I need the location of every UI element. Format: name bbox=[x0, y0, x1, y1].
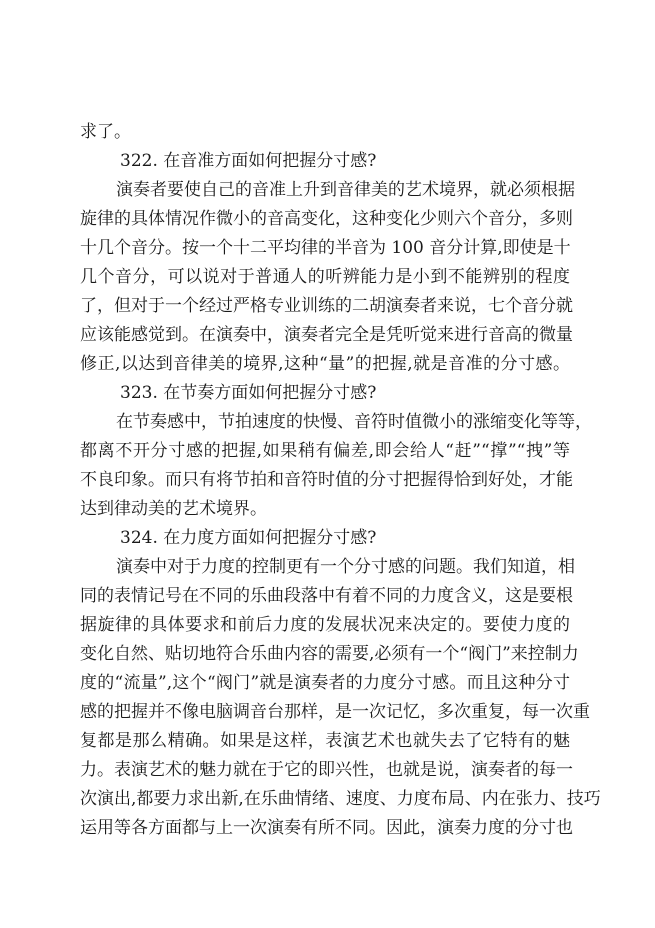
paragraph-line: 力。表演艺术的魅力就在于它的即兴性，也就是说，演奏者的每一 bbox=[80, 760, 573, 780]
section-heading-323: 323. 在节奏方面如何把握分寸感? bbox=[120, 383, 377, 403]
paragraph-line: 几个音分，可以说对于普通人的听辨能力是小到不能辨别的程度 bbox=[80, 267, 570, 287]
text-line: 求了。 bbox=[80, 122, 131, 142]
paragraph-line: 应该能感觉到。在演奏中，演奏者完全是凭听觉来进行音高的微量 bbox=[80, 325, 573, 345]
paragraph-line: 达到律动美的艺术境界。 bbox=[80, 499, 267, 519]
paragraph-line: 修正,以达到音律美的境界,这种“量”的把握,就是音准的分寸感。 bbox=[80, 354, 570, 374]
paragraph-line: 感的把握并不像电脑调音台那样，是一次记忆，多次重复，每一次重 bbox=[80, 702, 590, 722]
document-page bbox=[80, 118, 601, 843]
paragraph-line: 十几个音分。按一个十二平均律的半音为 100 音分计算,即使是十 bbox=[80, 238, 571, 258]
paragraph-line: 次演出,都要力求出新,在乐曲情绪、速度、力度布局、内在张力、技巧 bbox=[80, 789, 601, 809]
paragraph-line: 演奏者要使自己的音准上升到音律美的艺术境界，就必须根据 bbox=[116, 180, 575, 200]
paragraph-line: 同的表情记号在不同的乐曲段落中有着不同的力度含义，这是要根 bbox=[80, 586, 573, 606]
paragraph-line: 了，但对于一个经过严格专业训练的二胡演奏者来说，七个音分就 bbox=[80, 296, 573, 316]
section-heading-324: 324. 在力度方面如何把握分寸感? bbox=[120, 528, 377, 548]
paragraph-line: 运用等各方面都与上一次演奏有所不同。因此，演奏力度的分寸也 bbox=[80, 818, 573, 838]
paragraph-line: 变化自然、贴切地符合乐曲内容的需要,必须有一个“阀门”来控制力 bbox=[80, 644, 579, 664]
paragraph-line: 复都是那么精确。如果是这样，表演艺术也就失去了它特有的魅 bbox=[80, 731, 570, 751]
paragraph-line: 据旋律的具体要求和前后力度的发展状况来决定的。要使力度的 bbox=[80, 615, 570, 635]
section-heading-322: 322. 在音准方面如何把握分寸感? bbox=[120, 151, 377, 171]
paragraph-line: 不良印象。而只有将节拍和音符时值的分寸把握得恰到好处，才能 bbox=[80, 470, 573, 490]
paragraph-line: 旋律的具体情况作微小的音高变化，这种变化少则六个音分，多则 bbox=[80, 209, 573, 229]
paragraph-line: 演奏中对于力度的控制更有一个分寸感的问题。我们知道，相 bbox=[116, 557, 575, 577]
paragraph-line: 度的“流量”,这个“阀门”就是演奏者的力度分寸感。而且这种分寸 bbox=[80, 673, 570, 693]
paragraph-line: 在节奏感中，节拍速度的快慢、音符时值微小的涨缩变化等等， bbox=[116, 412, 592, 432]
paragraph-line: 都离不开分寸感的把握,如果稍有偏差,即会给人“赶”“撑”“拽”等 bbox=[80, 441, 570, 461]
